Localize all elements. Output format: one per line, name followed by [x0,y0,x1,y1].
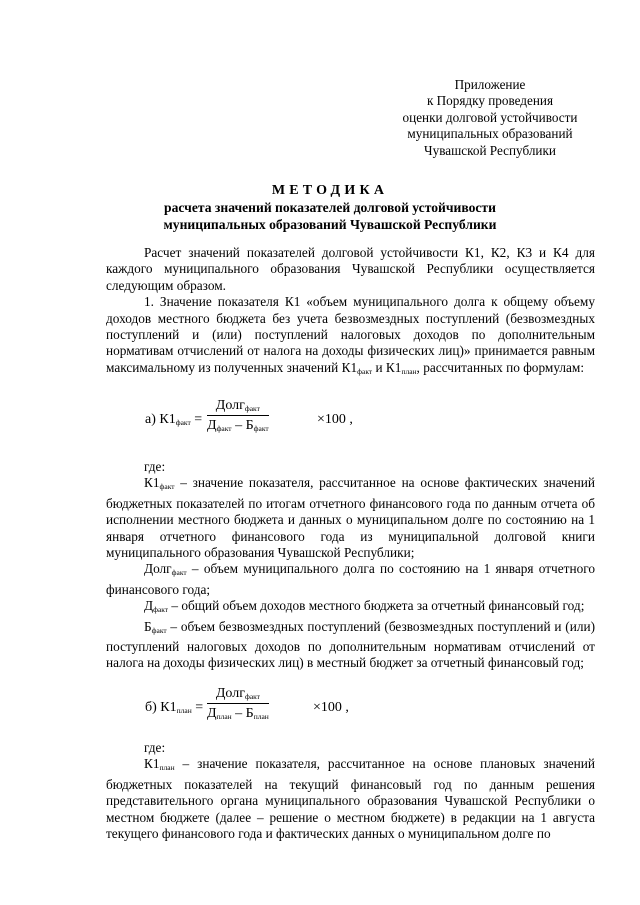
formula-numerator: Долг$_{факт}$ [207,398,269,416]
formula-a [145,398,445,444]
definition-dolg-fact: Долг$_{факт}$ – объем муниципального долга по состоянию на 1 января отчетного финансового года; [106,561,595,597]
title-line: муниципальных образований Чувашской Республики [163,216,497,232]
appendix-line: муниципальных образований [407,126,573,142]
definitions-a [106,459,595,672]
appendix-line: к Порядку проведения [426,93,554,109]
appendix-line: оценки долговой устойчивости [402,109,578,125]
formula-numerator: Долг$_{факт}$ [207,686,269,704]
formula-tail: ×100 , [313,700,349,715]
intro-paragraph: Расчет значений показателей долговой устойчивости К1, К2, К3 и К4 для каждого муниципального образования Чувашской Республики осуществляется следующим образом. [106,245,595,293]
where-label: где: [144,740,166,755]
definition-k1-fact: $К1_{факт}$ – значение показателя, рассчитанное на основе фактических значений бюджетных показателей по итогам отчетного финансового года по данным отчета об исполнении местного бюджета и данных о муниципальном долге по состоянию на 1 января отчетного финансового года из муниципальной долговой книги муниципального образования Чувашской Республики; [106,475,595,561]
formula-denominator: $Д_{факт} - Б_{факт}$ [207,418,269,433]
definition-d-fact: $Д_{факт}$ – общий объем доходов местного бюджета за отчетный финансовый год; [144,598,585,615]
appendix-line: Чувашской Республики [424,142,556,158]
formula-tail: ×100 , [317,412,353,427]
appendix-line: Приложение [454,77,526,92]
where-label: где: [144,459,166,474]
formula-fraction [207,398,269,434]
item1-paragraph: 1. Значение показателя К1 «объем муниципального долга к общему объему доходов местного бюджета без учета безвозмездных поступлений (безвозмездных поступлений и (или) поступлений налоговых доходов по дополнительным нормативам отчислений от налога на доходы физических лиц)» принимается равным максимальному из полученных значений $К1_{факт}$ и $К1_{план}$, рассчитанных по формулам: [106,294,595,376]
title-line: расчета значений показателей долговой устойчивости [164,200,496,216]
formula-b [145,686,445,732]
definition-b-fact: $Б_{факт}$ – объем безвозмездных поступлений (безвозмездных поступлений и (или) поступлений налоговых доходов по дополнительным нормативам отчислений от налога на доходы физических лиц) в местный бюджет за отчетный финансовый год; [106,618,595,671]
appendix-heading [380,77,600,159]
definition-k1-plan: $К1_{план}$ – значение показателя, рассчитанное на основе плановых значений бюджетных показателей на текущий финансовый год по данным решения представительного органа муниципального образования Чувашской Республики о местном бюджете (далее – решение о местном бюджете) в редакции на 1 августа текущего финансового года и фактических данных о муниципальном долге по [106,756,595,842]
document-title [80,183,580,233]
title-heading: МЕТОДИКА [271,183,389,198]
formula-label: а) $К1_{факт}$ = [145,412,203,427]
formula-label: б) $К1_{план}$ = [145,700,204,715]
formula-fraction [207,686,269,722]
definitions-b [106,740,595,842]
formula-denominator: $Д_{план} - Б_{план}$ [207,706,269,721]
section-intro [106,245,595,380]
